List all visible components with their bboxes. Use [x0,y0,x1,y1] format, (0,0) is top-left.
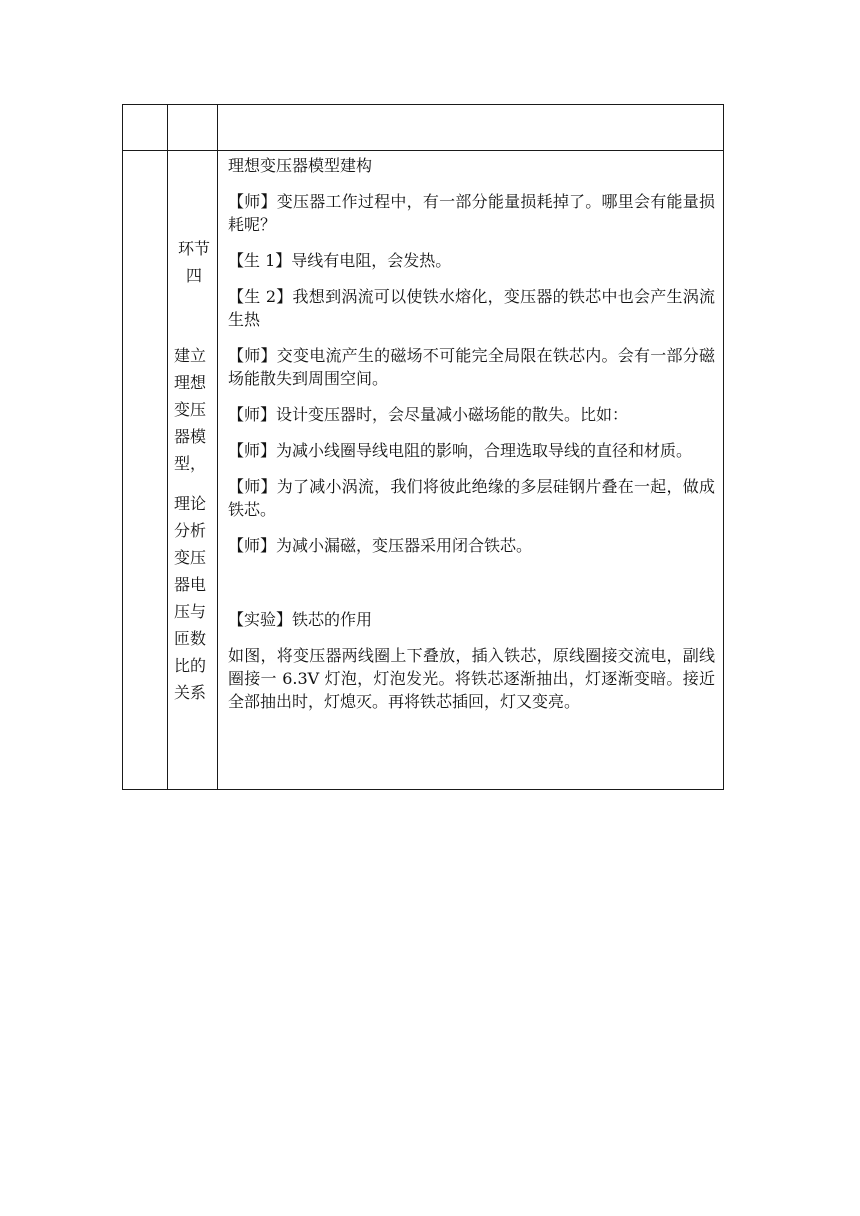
section-desc-line: 压与 [174,602,207,621]
empty-cell [123,105,168,151]
section-desc-line: 比的 [174,656,207,675]
experiment-heading: 【实验】铁芯的作用 [228,610,373,629]
dialogue-paragraph: 【师】变压器工作过程中，有一部分能量损耗掉了。哪里会有能量损耗呢？ [228,192,715,234]
section-desc-line: 器电 [174,575,207,594]
dialogue-paragraph: 【师】为减小线圈导线电阻的影响，合理选取导线的直径和材质。 [228,441,693,460]
dialogue-paragraph: 【师】为减小漏磁，变压器采用闭合铁芯。 [228,536,533,555]
dialogue-paragraph: 【师】为了减小涡流，我们将彼此绝缘的多层硅钢片叠在一起，做成铁芯。 [228,477,715,519]
content-body [218,151,723,789]
section-desc-line: 变压 [174,548,207,567]
empty-cell [123,151,168,790]
section-label-line: 四 [185,266,202,285]
table-row-section-four [123,151,724,790]
section-desc-line: 型， [174,454,207,473]
lesson-plan-table [122,104,724,790]
section-desc-line: 建立 [174,346,207,365]
section-desc-line: 关系 [174,683,207,702]
section-description [174,342,214,706]
section-label-line: 环节 [177,239,210,258]
dialogue-paragraph: 【师】设计变压器时，会尽量减小磁场能的散失。比如： [228,405,629,424]
empty-cell [168,105,218,151]
empty-cell [218,105,724,151]
dialogue-paragraph: 【生 2】我想到涡流可以使铁水熔化，变压器的铁芯中也会产生涡流生热 [228,287,715,329]
table-row-empty [123,105,724,151]
section-desc-line: 匝数 [174,629,207,648]
experiment-description: 如图，将变压器两线圈上下叠放，插入铁芯，原线圈接交流电，副线圈接一 6.3V 灯泡，灯泡发光。将铁芯逐渐抽出，灯逐渐变暗。接近全部抽出时，灯熄灭。再将铁芯插回，灯又变亮。 [228,646,715,711]
section-desc-line: 器模 [174,427,207,446]
section-desc-line: 理想 [174,373,207,392]
content-title: 理想变压器模型建构 [228,156,373,175]
content-cell [218,151,724,790]
dialogue-paragraph: 【师】交变电流产生的磁场不可能完全局限在铁芯内。会有一部分磁场能散失到周围空间。 [228,346,715,388]
section-desc-line: 分析 [174,521,207,540]
section-desc-line: 变压 [174,400,207,419]
section-label-cell [168,151,218,790]
section-label [174,235,214,289]
dialogue-paragraph: 【生 1】导线有电阻，会发热。 [228,251,452,270]
section-desc-line: 理论 [174,494,207,513]
